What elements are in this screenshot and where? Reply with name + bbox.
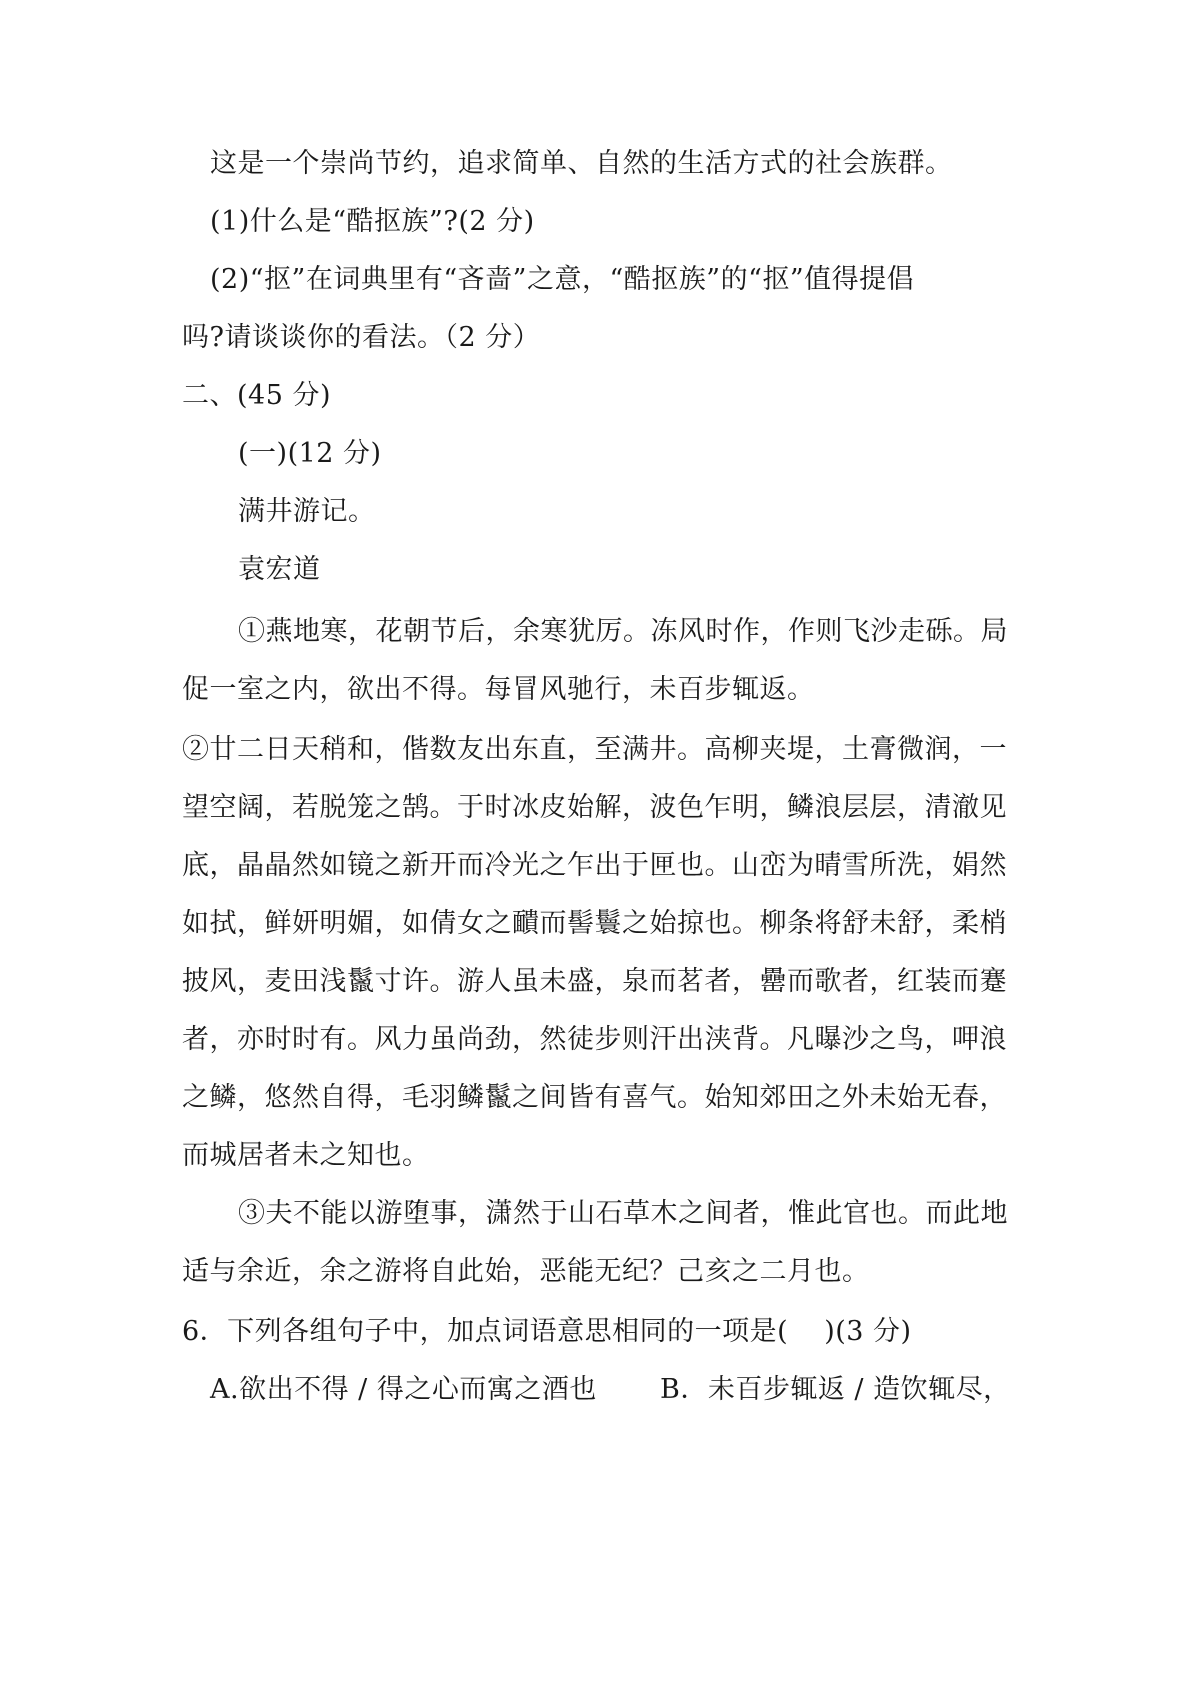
question-6-prefix: 6．下列各组句子中，加点词语意思相同的一项是( [182,1316,789,1347]
question-2: (2)“抠”在词典里有“吝啬”之意，“酷抠族”的“抠”值得提倡 [210,264,915,295]
question-2-continued: 吗?请谈谈你的看法。（2 分） [182,322,541,353]
subsection-heading: (一)(12 分) [238,438,382,469]
question-1: (1)什么是“酷抠族”?(2 分) [210,206,535,237]
paragraph-2-line: 之鳞，悠然自得，毛羽鳞鬣之间皆有喜气。始知郊田之外未始无春， [182,1082,1007,1113]
passage-title: 满井游记。 [238,496,376,527]
paragraph-2-line: 望空阔，若脱笼之鹄。于时冰皮始解，波色乍明，鳞浪层层，清澈见 [182,792,1007,823]
paragraph-2-line: 如拭，鲜妍明媚，如倩女之靧而髻鬟之始掠也。柳条将舒未舒，柔梢 [182,908,1007,939]
question-6-options [0,1372,1200,1408]
question-6 [182,1314,912,1350]
text-line: 这是一个崇尚节约，追求简单、自然的生活方式的社会族群。 [210,148,953,179]
paragraph-2-line: 底，晶晶然如镜之新开而冷光之乍出于匣也。山峦为晴雪所洗，娟然 [182,850,1007,881]
paragraph-2-line: ②廿二日天稍和，偕数友出东直，至满井。高柳夹堤，土膏微润，一 [182,734,1007,765]
paragraph-3-line: 适与余近，余之游将自此始，恶能无纪？己亥之二月也。 [182,1256,870,1287]
option-a: A.欲出不得 / 得之心而寓之酒也 [210,1374,597,1405]
paragraph-2-line: 而城居者未之知也。 [182,1140,430,1171]
paragraph-3-line: ③夫不能以游堕事，潇然于山石草木之间者，惟此官也。而此地 [238,1198,1008,1229]
paragraph-1-line: 促一室之内，欲出不得。每冒风驰行，未百步辄返。 [182,674,815,705]
passage-author: 袁宏道 [238,554,321,585]
paragraph-2-line: 者，亦时时有。风力虽尚劲，然徒步则汗出浃背。凡曝沙之鸟，呷浪 [182,1024,1007,1055]
paragraph-2-line: 披风，麦田浅鬣寸许。游人虽未盛，泉而茗者，罍而歌者，红装而蹇 [182,966,1007,997]
paragraph-1-line: ①燕地寒，花朝节后，余寒犹厉。冻风时作，作则飞沙走砾。局 [238,616,1008,647]
option-b: B．未百步辄返 / 造饮辄尽， [660,1374,1011,1405]
question-6-suffix: )(3 分) [824,1316,912,1347]
section-heading: 二、(45 分) [182,380,332,411]
